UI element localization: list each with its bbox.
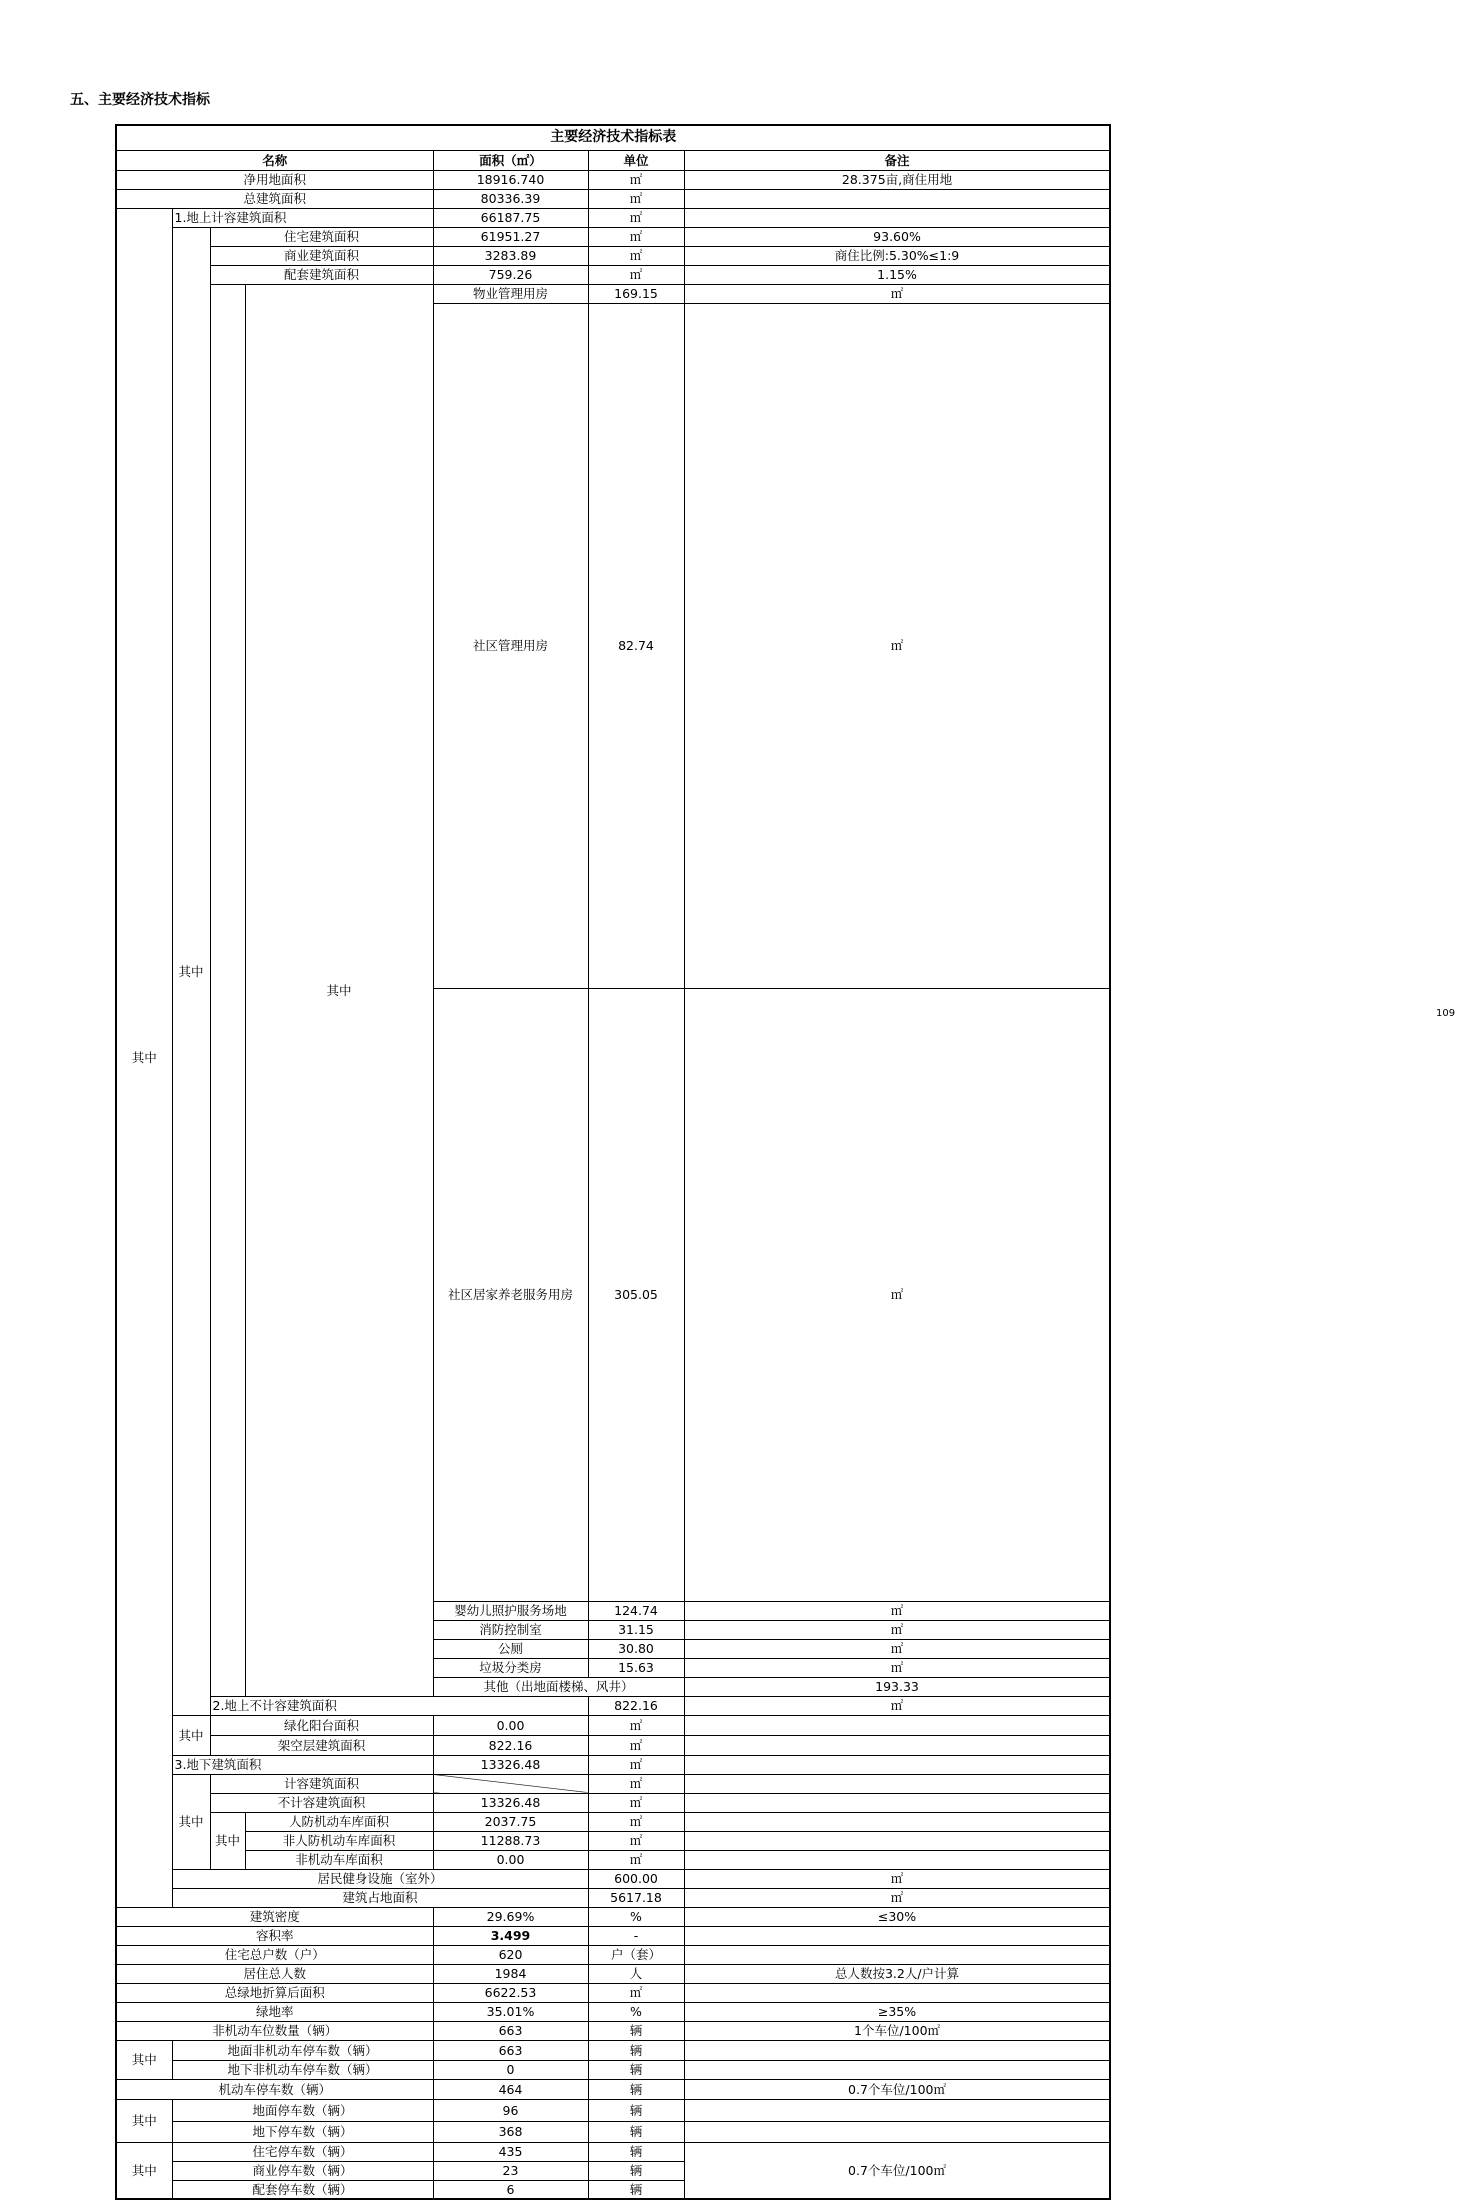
diagonal-empty-cell — [433, 1774, 588, 1793]
table-row — [116, 1907, 1110, 1926]
row-unit: 辆 — [588, 2099, 684, 2121]
row-value: 600.00 — [588, 1869, 684, 1888]
page-number: 109 — [1436, 1008, 1456, 1019]
row-note — [684, 1793, 1110, 1812]
row-note: 28.375亩,商住用地 — [684, 170, 1110, 189]
row-unit: 户（套） — [588, 1945, 684, 1964]
row-unit: ㎡ — [684, 303, 1110, 988]
row-unit: ㎡ — [684, 284, 1110, 303]
row-name: 其他（出地面楼梯、风井） — [433, 1677, 684, 1696]
row-name: 地下停车数（辆） — [172, 2121, 433, 2142]
row-note: 总人数按3.2人/户计算 — [684, 1964, 1110, 1983]
group-label-empty — [210, 284, 245, 1696]
row-unit: - — [588, 1926, 684, 1945]
row-note: ≤30% — [684, 1907, 1110, 1926]
row-note — [684, 1755, 1110, 1774]
row-unit: % — [588, 2002, 684, 2021]
row-unit: ㎡ — [588, 1774, 684, 1793]
table-row — [116, 1983, 1110, 2002]
row-note — [684, 1926, 1110, 1945]
row-name: 地面停车数（辆） — [172, 2099, 433, 2121]
row-unit: ㎡ — [684, 1601, 1110, 1620]
row-value: 435 — [433, 2142, 588, 2161]
row-value: 464 — [433, 2079, 588, 2099]
row-name: 地下非机动车停车数（辆） — [172, 2060, 433, 2079]
row-unit: % — [588, 1907, 684, 1926]
row-value: 663 — [433, 2040, 588, 2060]
row-unit: 辆 — [588, 2121, 684, 2142]
row-note — [684, 1983, 1110, 2002]
row-unit: ㎡ — [588, 1983, 684, 2002]
table-row — [116, 189, 1110, 208]
row-name: 非机动车位数量（辆） — [116, 2021, 433, 2040]
table-row — [116, 1888, 1110, 1907]
table-row — [116, 2142, 1110, 2161]
row-value: 0 — [433, 2060, 588, 2079]
row-value: 13326.48 — [433, 1793, 588, 1812]
row-unit: ㎡ — [684, 1888, 1110, 1907]
col-header-area: 面积（㎡） — [433, 150, 588, 170]
row-name: 绿地率 — [116, 2002, 433, 2021]
row-value: 80336.39 — [433, 189, 588, 208]
table-row — [116, 1926, 1110, 1945]
row-value: 30.80 — [588, 1639, 684, 1658]
group-label: 其中 — [172, 227, 210, 1715]
row-value: 31.15 — [588, 1620, 684, 1639]
table-row — [116, 1831, 1110, 1850]
row-value: 61951.27 — [433, 227, 588, 246]
group-label: 其中 — [172, 1774, 210, 1869]
table-row — [116, 246, 1110, 265]
row-value: 759.26 — [433, 265, 588, 284]
row-unit: ㎡ — [588, 189, 684, 208]
row-unit: 辆 — [588, 2142, 684, 2161]
table-row — [116, 208, 1110, 227]
row-unit: ㎡ — [588, 1715, 684, 1735]
row-value: 169.15 — [588, 284, 684, 303]
row-name: 配套停车数（辆） — [172, 2180, 433, 2199]
row-unit: ㎡ — [588, 1812, 684, 1831]
row-note — [684, 1831, 1110, 1850]
row-name: 地面非机动车停车数（辆） — [172, 2040, 433, 2060]
table-row — [116, 2021, 1110, 2040]
row-value: 3283.89 — [433, 246, 588, 265]
row-value: 18916.740 — [433, 170, 588, 189]
row-note — [684, 1774, 1110, 1793]
table-row — [116, 1715, 1110, 1735]
row-name: 配套建筑面积 — [210, 265, 433, 284]
row-value: 0.00 — [433, 1850, 588, 1869]
table-row — [116, 2060, 1110, 2079]
row-value: 193.33 — [684, 1677, 1110, 1696]
row-name: 住宅建筑面积 — [210, 227, 433, 246]
row-name: 住宅总户数（户） — [116, 1945, 433, 1964]
row-name: 社区居家养老服务用房 — [433, 988, 588, 1601]
row-value: 6 — [433, 2180, 588, 2199]
row-note — [684, 1735, 1110, 1755]
row-name: 社区管理用房 — [433, 303, 588, 988]
table-row — [116, 2040, 1110, 2060]
row-name: 总绿地折算后面积 — [116, 1983, 433, 2002]
row-note — [684, 2040, 1110, 2060]
row-unit: 辆 — [588, 2040, 684, 2060]
row-note — [684, 189, 1110, 208]
row-note — [684, 208, 1110, 227]
group-label: 其中 — [116, 2099, 172, 2142]
row-note — [684, 2121, 1110, 2142]
row-value: 82.74 — [588, 303, 684, 988]
row-name: 机动车停车数（辆） — [116, 2079, 433, 2099]
row-name: 非机动车库面积 — [245, 1850, 433, 1869]
row-value: 23 — [433, 2161, 588, 2180]
table-row — [116, 1755, 1110, 1774]
row-value: 0.00 — [433, 1715, 588, 1735]
row-unit: 辆 — [588, 2021, 684, 2040]
row-unit: 人 — [588, 1964, 684, 1983]
row-name: 3.地下建筑面积 — [172, 1755, 433, 1774]
row-unit: ㎡ — [588, 208, 684, 227]
row-name: 商业建筑面积 — [210, 246, 433, 265]
table-row — [116, 1945, 1110, 1964]
row-unit: ㎡ — [684, 988, 1110, 1601]
row-unit: 辆 — [588, 2161, 684, 2180]
row-value: 663 — [433, 2021, 588, 2040]
row-note: 93.60% — [684, 227, 1110, 246]
row-name: 非人防机动车库面积 — [245, 1831, 433, 1850]
row-unit: ㎡ — [588, 246, 684, 265]
row-value: 29.69% — [433, 1907, 588, 1926]
row-name: 计容建筑面积 — [210, 1774, 433, 1793]
row-note — [684, 2099, 1110, 2121]
table-row — [116, 1774, 1110, 1793]
row-name: 物业管理用房 — [433, 284, 588, 303]
row-unit: ㎡ — [588, 1850, 684, 1869]
row-unit: ㎡ — [588, 1793, 684, 1812]
row-value: 6622.53 — [433, 1983, 588, 2002]
row-value: 13326.48 — [433, 1755, 588, 1774]
row-unit: ㎡ — [684, 1696, 1110, 1715]
col-header-name: 名称 — [116, 150, 433, 170]
row-name: 商业停车数（辆） — [172, 2161, 433, 2180]
table-row — [116, 2121, 1110, 2142]
row-note — [684, 1715, 1110, 1735]
row-value: 35.01% — [433, 2002, 588, 2021]
row-name: 消防控制室 — [433, 1620, 588, 1639]
row-unit: ㎡ — [684, 1658, 1110, 1677]
row-name: 容积率 — [116, 1926, 433, 1945]
table-row — [116, 1735, 1110, 1755]
table-row — [116, 170, 1110, 189]
table-row — [116, 1793, 1110, 1812]
row-note — [684, 2060, 1110, 2079]
row-name: 居民健身设施（室外） — [172, 1869, 588, 1888]
row-name: 2.地上不计容建筑面积 — [210, 1696, 588, 1715]
row-unit: 辆 — [588, 2180, 684, 2199]
group-label: 其中 — [172, 1715, 210, 1755]
row-value: 66187.75 — [433, 208, 588, 227]
table-row — [116, 2002, 1110, 2021]
row-value: 620 — [433, 1945, 588, 1964]
group-label: 其中 — [245, 284, 433, 1696]
table-row — [116, 1696, 1110, 1715]
table-row — [116, 1850, 1110, 1869]
row-name: 住宅停车数（辆） — [172, 2142, 433, 2161]
row-value: 368 — [433, 2121, 588, 2142]
row-unit: 辆 — [588, 2060, 684, 2079]
row-unit: ㎡ — [684, 1620, 1110, 1639]
table-title: 主要经济技术指标表 — [116, 125, 1110, 150]
row-unit: ㎡ — [684, 1639, 1110, 1658]
row-value: 2037.75 — [433, 1812, 588, 1831]
row-name: 居住总人数 — [116, 1964, 433, 1983]
row-value: 305.05 — [588, 988, 684, 1601]
table-row — [116, 1812, 1110, 1831]
row-name: 建筑密度 — [116, 1907, 433, 1926]
row-name: 垃圾分类房 — [433, 1658, 588, 1677]
table-row — [116, 227, 1110, 246]
row-unit: ㎡ — [588, 227, 684, 246]
table-row — [116, 2099, 1110, 2121]
table-row — [116, 2079, 1110, 2099]
row-note — [684, 1850, 1110, 1869]
row-value: 124.74 — [588, 1601, 684, 1620]
row-name: 绿化阳台面积 — [210, 1715, 433, 1735]
row-name: 1.地上计容建筑面积 — [172, 208, 433, 227]
col-header-note: 备注 — [684, 150, 1110, 170]
row-name: 架空层建筑面积 — [210, 1735, 433, 1755]
col-header-unit: 单位 — [588, 150, 684, 170]
row-note: ≥35% — [684, 2002, 1110, 2021]
row-unit: ㎡ — [588, 265, 684, 284]
row-note: 1个车位/100㎡ — [684, 2021, 1110, 2040]
table-row — [116, 1869, 1110, 1888]
row-name: 总建筑面积 — [116, 189, 433, 208]
table-row — [116, 1964, 1110, 1983]
row-unit: ㎡ — [588, 1735, 684, 1755]
row-note: 0.7个车位/100㎡ — [684, 2079, 1110, 2099]
row-value: 96 — [433, 2099, 588, 2121]
title-row — [116, 125, 1110, 150]
row-note: 商住比例:5.30%≤1:9 — [684, 246, 1110, 265]
row-value: 5617.18 — [588, 1888, 684, 1907]
row-name: 建筑占地面积 — [172, 1888, 588, 1907]
row-value: 822.16 — [588, 1696, 684, 1715]
row-note — [684, 1945, 1110, 1964]
row-unit: 辆 — [588, 2079, 684, 2099]
row-name: 公厕 — [433, 1639, 588, 1658]
section-heading: 五、主要经济技术指标 — [70, 92, 210, 108]
group-label: 其中 — [210, 1812, 245, 1869]
row-unit: ㎡ — [588, 170, 684, 189]
row-value: 822.16 — [433, 1735, 588, 1755]
row-name: 人防机动车库面积 — [245, 1812, 433, 1831]
table-row — [116, 284, 1110, 303]
row-name: 不计容建筑面积 — [210, 1793, 433, 1812]
row-value: 1984 — [433, 1964, 588, 1983]
header-row — [116, 150, 1110, 170]
row-note — [684, 1812, 1110, 1831]
table-row — [116, 265, 1110, 284]
row-unit: ㎡ — [684, 1869, 1110, 1888]
row-unit: ㎡ — [588, 1755, 684, 1774]
row-value: 11288.73 — [433, 1831, 588, 1850]
row-name: 净用地面积 — [116, 170, 433, 189]
group-label: 其中 — [116, 208, 172, 1907]
row-value: 15.63 — [588, 1658, 684, 1677]
group-label: 其中 — [116, 2040, 172, 2079]
row-note: 1.15% — [684, 265, 1110, 284]
group-label: 其中 — [116, 2142, 172, 2199]
row-name: 婴幼儿照护服务场地 — [433, 1601, 588, 1620]
indicators-table — [115, 124, 1111, 2200]
row-unit: ㎡ — [588, 1831, 684, 1850]
row-value: 3.499 — [433, 1926, 588, 1945]
row-note: 0.7个车位/100㎡ — [684, 2142, 1110, 2199]
